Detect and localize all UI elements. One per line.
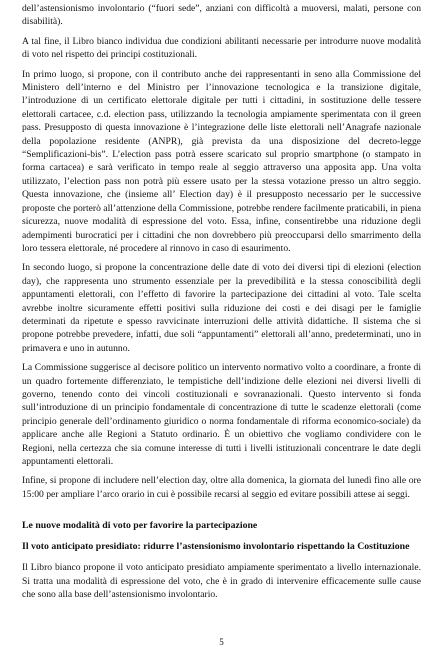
paragraph-election-pass: In primo luogo, si propone, con il contributo anche dei rappresentanti in seno alla Commissione del Ministero dell’interno e del Ministro per l’innovazione tecnologica e la transizione digitale, l’introduzione di un certificato elettorale digitale per tutti i cittadini, in sostituzione delle tessere elettorali cartacee, c.d. election pass, utilizzando la tecnologia ampiamente sperimentata con il green pass. Presupposto di questa innovazione è l’integrazione delle liste elettorali nell’Anagrafe nazionale della popolazione residente (ANPR), già prevista da una disposizione del decreto-legge “Semplificazioni-bis”. L’election pass potrà essere scaricato sul proprio smartphone (o stampato in forma cartacea) e sarà verificato in tempo reale al seggio attraverso una apposita app. Una volta utilizzato, l’election pass non potrà più essere usato per la stessa votazione presso un altro seggio. Questa innovazione, che (insieme all’ Election day) è il presupposto necessario per le successive proposte che porterò all’attenzione della Commissione, potrebbe rendere facilmente praticabili, in piena sicurezza, nuove modalità di espressione del voto. Essa, infine, consentirebbe una riduzione degli adempimenti burocratici per i cittadini che non dovrebbero più preoccuparsi dello smarrimento della loro tessera elettorale, né procedere al rinnovo in caso di esaurimento. xyxy=(22,68,421,254)
paragraph-enabling-conditions: A tal fine, il Libro bianco individua due condizioni abilitanti necessarie per introdurre nuove modalità di voto nel rispetto dei principi costituzionali. xyxy=(22,35,421,61)
paragraph-commission-suggestion: La Commissione suggerisce al decisore politico un intervento normativo volto a coordinare, a fronte di un quadro fortemente differenziato, le tempistiche dell’indizione delle elezioni nei diversi livelli di governo, tenendo conto dei vincoli costituzionali e sovranazionali. Questo intervento si fonda sull’introduzione di un principio fondamentale di concentrazione di tutte le scadenze elettorali (come principio generale dell’ordinamento giuridico o norma fondamentale di riforma economico-sociale) da applicare anche alle Regioni a Statuto ordinario. È un obiettivo che vogliamo condividere con le Regioni, nella certezza che sia comune interesse di tutti i livelli istituzionali concentrare le date degli appuntamenti elettorali. xyxy=(22,362,421,467)
paragraph-monday-voting: Infine, si propone di includere nell’election day, oltre alla domenica, la giornata del lunedì fino alle ore 15:00 per ampliare l’arco orario in cui è possibile recarsi al seggio ed evitare possibili attese ai seggi. xyxy=(22,475,421,500)
paragraph-early-voting: Il Libro bianco propone il voto anticipato presidiato ampiamente sperimentato a livello internazionale. Si tratta una modalità di espressione del voto, che è in grado di intervenire efficacemente sulle cause che sono alla base dell’astensionismo involontario. xyxy=(22,562,421,601)
subsection-heading: Il voto anticipato presidiato: ridurre l’astensionismo involontario rispettando la Costituzione xyxy=(22,541,410,553)
section-spacer xyxy=(22,507,421,519)
paragraph-election-day: In secondo luogo, si propone la concentrazione delle date di voto dei diversi tipi di elezioni (election day), che rappresenta uno strumento essenziale per la prevedibilità e la stessa conoscibilità degli appuntamenti elettorali, con l’effetto di favorire la partecipazione dei cittadini al voto. Tale scelta avrebbe inoltre sicuramente effetti positivi sulla riduzione dei costi e dei disagi per le famiglie determinati da ripetute e spesso ravvicinate interruzioni delle attività didattiche. Il sistema che si propone potrebbe prevedere, infatti, due soli “appuntamenti” elettorali all’anno, predeterminati, uno in primavera e uno in autunno. xyxy=(22,262,421,354)
section-heading: Le nuove modalità di voto per favorire la partecipazione xyxy=(22,520,258,532)
page-number: 5 xyxy=(219,637,224,647)
paragraph-intro-continuation: dell’astensionismo involontario (“fuori sede”, anziani con difficoltà a muoversi, malati, persone con disabilità). xyxy=(22,3,421,28)
